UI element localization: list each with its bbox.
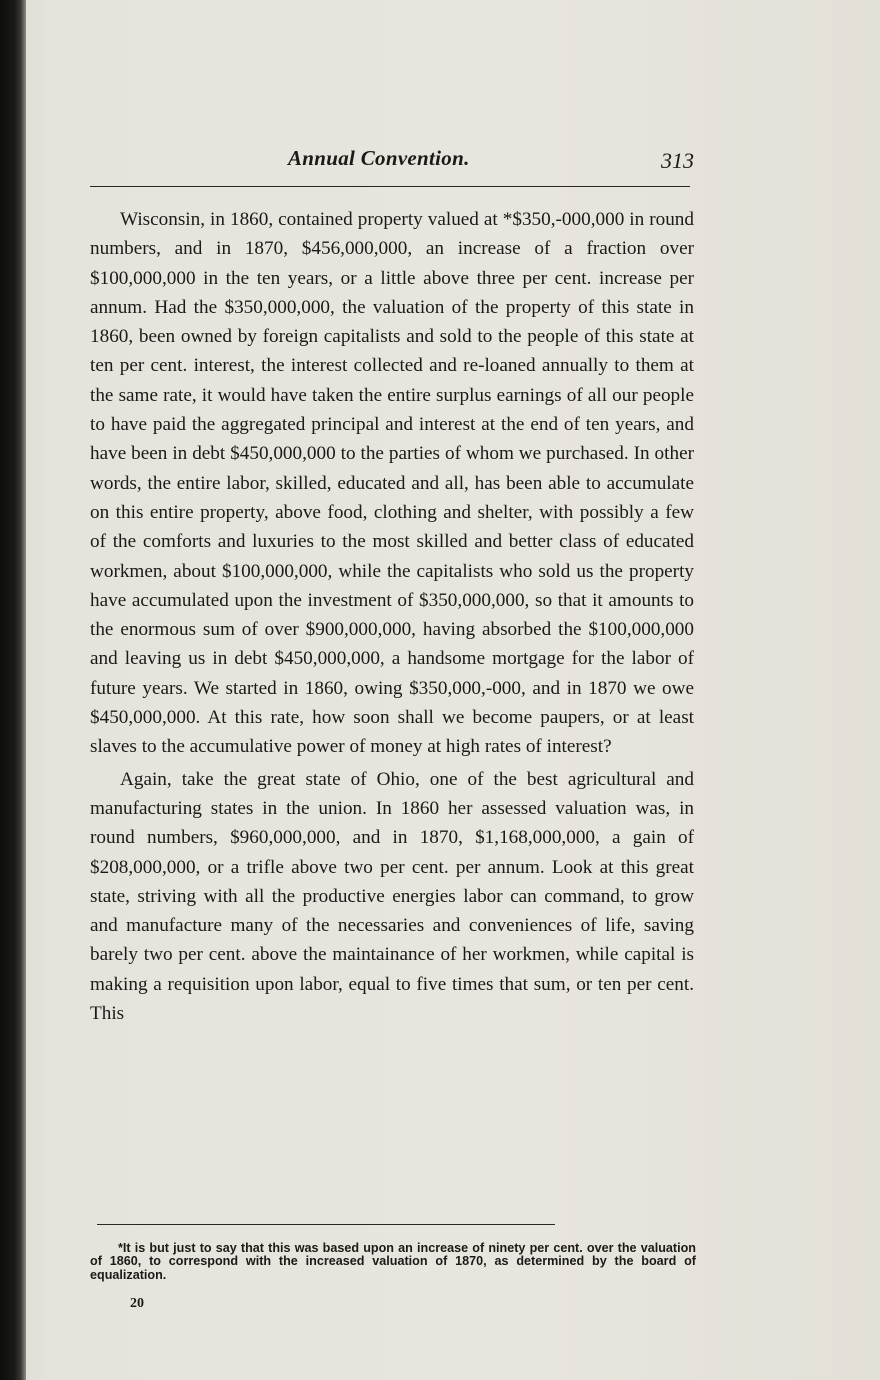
footnote: *It is but just to say that this was based upon an increase of ninety per cent. over the valuation of 1860, to correspond with the increased valuation of 1870, as determined by the board of equalization. bbox=[90, 1241, 696, 1282]
signature-mark: 20 bbox=[130, 1296, 144, 1311]
running-title: Annual Convention. bbox=[288, 146, 470, 170]
page-header bbox=[90, 146, 694, 176]
body-text bbox=[90, 205, 694, 1028]
paragraph-wisconsin: Wisconsin, in 1860, contained property valued at *$350,-000,000 in round numbers, and in 1870, $456,000,000, an increase of a fraction over $100,000,000 in the ten years, or a little above three per cent. increase per annum. Had the $350,000,000, the valuation of the property of this state in 1860, been owned by foreign capitalists and sold to the people of this state at ten per cent. interest, the interest collected and re-loaned annually to them at the same rate, it would have taken the entire surplus earnings of all our people to have paid the aggregated principal and interest at the end of ten years, and have been in debt $450,000,000 to the parties of whom we purchased. In other words, the entire labor, skilled, educated and all, has been able to accumulate on this entire property, above food, clothing and shelter, with possibly a few of the comforts and luxuries to the most skilled and better class of educated workmen, about $100,000,000, while the capitalists who sold us the property have accumulated upon the investment of $350,000,000, so that it amounts to the enormous sum of over $900,000,000, having absorbed the $100,000,000 and leaving us in debt $450,000,000, a handsome mortgage for the labor of future years. We started in 1860, owing $350,000,-000, and in 1870 we owe $450,000,000. At this rate, how soon shall we become paupers, or at least slaves to the accumulative power of money at high rates of interest? bbox=[90, 209, 694, 758]
book-spine-shadow bbox=[0, 0, 26, 1380]
footnote-rule bbox=[97, 1224, 555, 1225]
header-rule bbox=[90, 186, 690, 187]
page-number: 313 bbox=[661, 148, 694, 173]
paragraph-ohio: Again, take the great state of Ohio, one of the best agricultural and manufacturing states in the union. In 1860 her assessed valuation was, in round numbers, $960,000,000, and in 1870, $1,168,000,000, a gain of $208,000,000, or a trifle above two per cent. per annum. Look at this great state, striving with all the productive energies labor can command, to grow and manufacture many of the necessaries and conveniences of life, saving barely two per cent. above the maintainance of her workmen, while capital is making a requisition upon labor, equal to five times that sum, or ten per cent. This bbox=[90, 768, 694, 1025]
